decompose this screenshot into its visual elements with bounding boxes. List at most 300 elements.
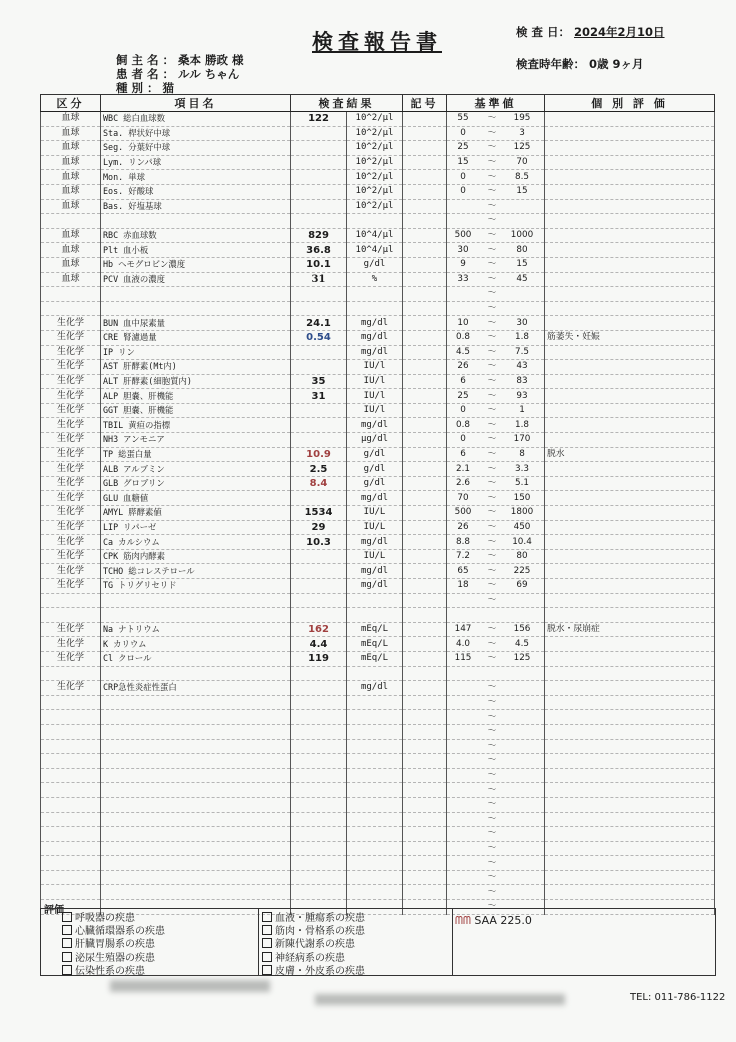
reference-high: 3: [519, 127, 525, 138]
row-item: NH3 アンモニア: [101, 433, 291, 448]
table-row: [41, 360, 715, 375]
row-reference: [447, 681, 545, 696]
reference-tilde: ～: [487, 346, 497, 357]
results-body: [41, 112, 715, 915]
reference-tilde: ～: [487, 157, 497, 168]
blank-cell: [403, 739, 447, 754]
row-evaluation: [545, 214, 715, 229]
table-row: [41, 433, 715, 448]
row-item: GLB グロブリン: [101, 476, 291, 491]
row-mark: [403, 214, 447, 229]
blank-cell: [101, 783, 291, 798]
blank-cell: [545, 856, 715, 871]
row-item: GLU 血糖値: [101, 491, 291, 506]
reference-high: 195: [513, 113, 531, 124]
blank-cell: [347, 695, 403, 710]
table-row: [41, 637, 715, 652]
table-row: [41, 797, 715, 812]
row-category: 血球: [41, 272, 101, 287]
reference-range: [449, 200, 542, 213]
reference-range: [449, 623, 542, 636]
reference-tilde: ～: [487, 594, 497, 605]
row-mark: [403, 418, 447, 433]
reference-tilde: ～: [487, 361, 497, 372]
row-unit: %: [347, 272, 403, 287]
row-evaluation: [545, 272, 715, 287]
reference-range: [449, 871, 542, 884]
reference-range: [449, 492, 542, 505]
evaluation-item: [262, 912, 365, 925]
patient-label: 患 者 名 ：: [116, 67, 175, 81]
reference-tilde: ～: [487, 857, 497, 868]
reference-range: [449, 214, 542, 227]
blank-cell: [41, 841, 101, 856]
checkbox[interactable]: [262, 912, 272, 922]
table-row: [41, 462, 715, 477]
table-row: [41, 724, 715, 739]
evaluation-label: 筋肉・骨格系の疾患: [275, 926, 365, 938]
reference-high: 93: [516, 390, 528, 401]
row-item: Seg. 分葉好中球: [101, 141, 291, 156]
blank-cell: [347, 812, 403, 827]
row-item: Mon. 単球: [101, 170, 291, 185]
row-evaluation: [545, 506, 715, 521]
row-item: Hb ヘモグロビン濃度: [101, 257, 291, 272]
blank-cell: [347, 710, 403, 725]
reference-low: 500: [454, 507, 472, 518]
row-mark: [403, 681, 447, 696]
reference-tilde: ～: [487, 755, 497, 766]
row-mark: [403, 272, 447, 287]
blank-cell: [347, 754, 403, 769]
reference-low: 2.1: [456, 463, 470, 474]
row-value: [291, 433, 347, 448]
reference-range: [449, 419, 542, 432]
row-evaluation: [545, 579, 715, 594]
reference-high: 30: [516, 317, 528, 328]
row-unit: mEq/L: [347, 651, 403, 666]
row-item: Cl クロール: [101, 651, 291, 666]
row-reference: [447, 564, 545, 579]
evaluation-divider-2: [452, 908, 453, 976]
blank-cell: [347, 768, 403, 783]
reference-tilde: ～: [487, 434, 497, 445]
checkbox[interactable]: [62, 952, 72, 962]
row-category: 生化学: [41, 418, 101, 433]
row-mark: [403, 374, 447, 389]
reference-tilde: ～: [487, 492, 497, 503]
row-reference: [447, 389, 545, 404]
row-evaluation: [545, 243, 715, 258]
blank-cell: [545, 695, 715, 710]
row-evaluation: [545, 126, 715, 141]
blank-cell: [101, 724, 291, 739]
table-row: [41, 112, 715, 127]
row-unit: mEq/L: [347, 637, 403, 652]
row-category: 生化学: [41, 316, 101, 331]
row-reference: [447, 724, 545, 739]
table-row: [41, 841, 715, 856]
reference-tilde: ～: [487, 259, 497, 270]
row-mark: [403, 243, 447, 258]
row-value: [291, 155, 347, 170]
evaluation-label: 肝臓胃腸系の疾患: [75, 939, 155, 951]
row-reference: [447, 608, 545, 623]
reference-range: [449, 521, 542, 534]
table-row: [41, 535, 715, 550]
reference-high: 450: [513, 521, 531, 532]
reference-low: 18: [457, 580, 469, 591]
reference-high: 5.1: [515, 478, 529, 489]
col-item: 項目名: [101, 95, 291, 112]
row-item: CPK 筋肉内酵素: [101, 549, 291, 564]
checkbox[interactable]: [262, 938, 272, 948]
blank-cell: [403, 797, 447, 812]
row-item: BUN 血中尿素量: [101, 316, 291, 331]
row-value: [291, 360, 347, 375]
row-mark: [403, 564, 447, 579]
reference-range: [449, 477, 542, 490]
row-reference: [447, 141, 545, 156]
reference-range: [449, 273, 542, 286]
row-reference: [447, 272, 545, 287]
redacted-clinic-address: [315, 994, 565, 1005]
row-unit: IU/L: [347, 520, 403, 535]
reference-range: [449, 244, 542, 257]
row-reference: [447, 418, 545, 433]
row-unit: μg/dl: [347, 433, 403, 448]
reference-high: 1.8: [515, 332, 529, 343]
evaluation-list-2: [262, 912, 365, 978]
reference-range: [449, 754, 542, 767]
table-row: [41, 403, 715, 418]
reference-range: [449, 594, 542, 607]
blank-cell: [101, 695, 291, 710]
table-row: [41, 579, 715, 594]
row-category: 生化学: [41, 345, 101, 360]
reference-low: 8.8: [456, 536, 470, 547]
reference-tilde: ～: [487, 565, 497, 576]
row-mark: [403, 287, 447, 302]
evaluation-item: [62, 925, 165, 938]
row-reference: [447, 316, 545, 331]
row-value: 829: [291, 228, 347, 243]
checkbox[interactable]: [62, 938, 72, 948]
reference-tilde: ～: [487, 697, 497, 708]
reference-range: [449, 681, 542, 694]
blank-cell: [545, 783, 715, 798]
row-evaluation: [545, 257, 715, 272]
blank-cell: [403, 841, 447, 856]
table-row: [41, 885, 715, 900]
reference-tilde: ～: [487, 872, 497, 883]
row-value: 2.5: [291, 462, 347, 477]
reference-high: 150: [513, 492, 531, 503]
row-value: 0.54: [291, 330, 347, 345]
reference-tilde: ～: [487, 653, 497, 664]
reference-low: 7.2: [456, 551, 470, 562]
table-row: [41, 316, 715, 331]
blank-cell: [291, 724, 347, 739]
row-evaluation: [545, 666, 715, 681]
reference-tilde: ～: [487, 375, 497, 386]
row-unit: IU/l: [347, 389, 403, 404]
reference-low: 55: [457, 113, 469, 124]
row-value: 1534: [291, 506, 347, 521]
row-unit: [347, 214, 403, 229]
row-category: 生化学: [41, 330, 101, 345]
reference-range: [449, 842, 542, 855]
row-category: 生化学: [41, 637, 101, 652]
evaluation-item: [262, 965, 365, 978]
reference-tilde: ～: [487, 230, 497, 241]
row-unit: [347, 301, 403, 316]
table-row: [41, 345, 715, 360]
row-value: 29: [291, 520, 347, 535]
row-category: 生化学: [41, 360, 101, 375]
evaluation-label: 呼吸器の疾患: [75, 913, 135, 924]
table-row: [41, 330, 715, 345]
row-unit: IU/l: [347, 360, 403, 375]
row-reference: [447, 287, 545, 302]
table-row: [41, 622, 715, 637]
row-evaluation: [545, 141, 715, 156]
row-value: 10.3: [291, 535, 347, 550]
row-evaluation: 脱水: [545, 447, 715, 462]
table-row: [41, 491, 715, 506]
row-evaluation: [545, 535, 715, 550]
reference-tilde: ～: [487, 638, 497, 649]
table-row: [41, 651, 715, 666]
row-mark: [403, 155, 447, 170]
reference-high: 1800: [510, 507, 534, 518]
age-line: [516, 56, 644, 72]
reference-high: 70: [516, 157, 528, 168]
reference-low: 26: [457, 361, 469, 372]
blank-cell: [101, 841, 291, 856]
row-reference: [447, 754, 545, 769]
blank-cell: [403, 710, 447, 725]
species-value: 猫: [162, 81, 175, 95]
age-value: 0歳 9ヶ月: [589, 57, 644, 71]
row-evaluation: [545, 112, 715, 127]
row-evaluation: [545, 520, 715, 535]
row-unit: g/dl: [347, 447, 403, 462]
row-value: 122: [291, 112, 347, 127]
blank-cell: [403, 754, 447, 769]
reference-tilde: ～: [487, 740, 497, 751]
species-label: 種 別 ：: [116, 81, 159, 95]
row-category: 生化学: [41, 549, 101, 564]
reference-high: 15: [516, 186, 528, 197]
reference-range: [449, 725, 542, 738]
row-category: 生化学: [41, 681, 101, 696]
row-reference: [447, 593, 545, 608]
table-row: [41, 199, 715, 214]
reference-tilde: ～: [487, 303, 497, 314]
reference-tilde: ～: [487, 682, 497, 693]
reference-range: [449, 331, 542, 344]
row-item: [101, 301, 291, 316]
checkbox[interactable]: [262, 925, 272, 935]
row-unit: 10^4/μl: [347, 243, 403, 258]
date-line: [516, 24, 665, 40]
reference-range: [449, 112, 542, 125]
reference-high: 43: [516, 361, 528, 372]
row-category: [41, 593, 101, 608]
reference-low: 10: [457, 317, 469, 328]
reference-low: 30: [457, 244, 469, 255]
row-category: [41, 666, 101, 681]
reference-range: [449, 565, 542, 578]
reference-range: [449, 798, 542, 811]
row-value: [291, 564, 347, 579]
reference-low: 33: [457, 273, 469, 284]
row-mark: [403, 622, 447, 637]
reference-tilde: ～: [487, 200, 497, 211]
reference-high: 225: [513, 565, 531, 576]
table-row: [41, 812, 715, 827]
blank-cell: [403, 768, 447, 783]
reference-low: 25: [457, 390, 469, 401]
row-category: [41, 287, 101, 302]
evaluation-label: 心臓循環器系の疾患: [75, 926, 165, 938]
reference-low: 6: [460, 375, 466, 386]
row-evaluation: [545, 184, 715, 199]
row-mark: [403, 608, 447, 623]
blank-cell: [41, 754, 101, 769]
row-category: 血球: [41, 199, 101, 214]
reference-low: 0: [460, 127, 466, 138]
blank-cell: [41, 827, 101, 842]
row-item: Na ナトリウム: [101, 622, 291, 637]
reference-low: 147: [454, 624, 472, 635]
row-item: GGT 胆嚢、肝機能: [101, 403, 291, 418]
row-evaluation: [545, 637, 715, 652]
col-category: 区分: [41, 95, 101, 112]
row-mark: [403, 593, 447, 608]
row-item: RBC 赤血球数: [101, 228, 291, 243]
row-reference: [447, 651, 545, 666]
report-title: 検査報告書: [312, 30, 442, 54]
checkbox[interactable]: [62, 925, 72, 935]
row-mark: [403, 184, 447, 199]
row-evaluation: [545, 651, 715, 666]
evaluation-item: [62, 912, 165, 925]
reference-tilde: ～: [487, 127, 497, 138]
reference-tilde: ～: [487, 886, 497, 897]
row-value: 8.4: [291, 476, 347, 491]
row-item: PCV 血液の濃度: [101, 272, 291, 287]
row-reference: [447, 841, 545, 856]
row-reference: [447, 345, 545, 360]
row-evaluation: [545, 608, 715, 623]
evaluation-note: [455, 914, 532, 928]
blank-cell: [545, 827, 715, 842]
blank-cell: [291, 856, 347, 871]
table-row: [41, 228, 715, 243]
row-value: [291, 418, 347, 433]
row-unit: 10^2/μl: [347, 155, 403, 170]
row-value: 4.4: [291, 637, 347, 652]
owner-label: 飼 主 名 ：: [116, 53, 175, 67]
row-mark: [403, 330, 447, 345]
reference-range: [449, 258, 542, 271]
owner-name: 桑本 勝政 様: [178, 53, 244, 67]
blank-cell: [403, 856, 447, 871]
reference-tilde: ～: [487, 813, 497, 824]
checkbox[interactable]: [262, 965, 272, 975]
reference-low: 26: [457, 521, 469, 532]
row-value: [291, 491, 347, 506]
reference-high: 80: [516, 551, 528, 562]
row-reference: [447, 214, 545, 229]
table-row: [41, 681, 715, 696]
col-mark: 記号: [403, 95, 447, 112]
row-evaluation: [545, 360, 715, 375]
row-reference: [447, 184, 545, 199]
row-category: [41, 214, 101, 229]
row-category: 生化学: [41, 462, 101, 477]
row-item: [101, 593, 291, 608]
row-reference: [447, 827, 545, 842]
blank-cell: [101, 812, 291, 827]
row-mark: [403, 345, 447, 360]
row-reference: [447, 199, 545, 214]
row-value: 10.1: [291, 257, 347, 272]
table-row: [41, 126, 715, 141]
reference-tilde: ～: [487, 288, 497, 299]
checkbox[interactable]: [62, 965, 72, 975]
reference-low: 0.8: [456, 419, 470, 430]
reference-range: [449, 302, 542, 315]
table-row: [41, 243, 715, 258]
blank-cell: [101, 885, 291, 900]
row-evaluation: [545, 476, 715, 491]
row-category: 血球: [41, 228, 101, 243]
checkbox[interactable]: [62, 912, 72, 922]
table-row: [41, 506, 715, 521]
reference-range: [449, 141, 542, 154]
row-reference: [447, 885, 545, 900]
table-row: [41, 754, 715, 769]
evaluation-label: 皮膚・外皮系の疾患: [275, 965, 365, 977]
reference-range: [449, 404, 542, 417]
blank-cell: [291, 885, 347, 900]
blank-cell: [545, 885, 715, 900]
reference-high: 125: [513, 142, 531, 153]
reference-tilde: ～: [487, 186, 497, 197]
row-value: 24.1: [291, 316, 347, 331]
row-value: [291, 301, 347, 316]
row-reference: [447, 870, 545, 885]
table-row: [41, 608, 715, 623]
reference-range: [449, 127, 542, 140]
row-item: TG トリグリセリド: [101, 579, 291, 594]
blank-cell: [291, 812, 347, 827]
blank-cell: [101, 739, 291, 754]
reference-tilde: ～: [487, 244, 497, 255]
row-unit: g/dl: [347, 257, 403, 272]
table-row: [41, 476, 715, 491]
table-row: [41, 827, 715, 842]
evaluation-label: 血液・腫瘍系の疾患: [275, 913, 365, 924]
row-unit: mg/dl: [347, 418, 403, 433]
row-mark: [403, 476, 447, 491]
row-mark: [403, 301, 447, 316]
checkbox[interactable]: [262, 952, 272, 962]
row-value: 31: [291, 389, 347, 404]
